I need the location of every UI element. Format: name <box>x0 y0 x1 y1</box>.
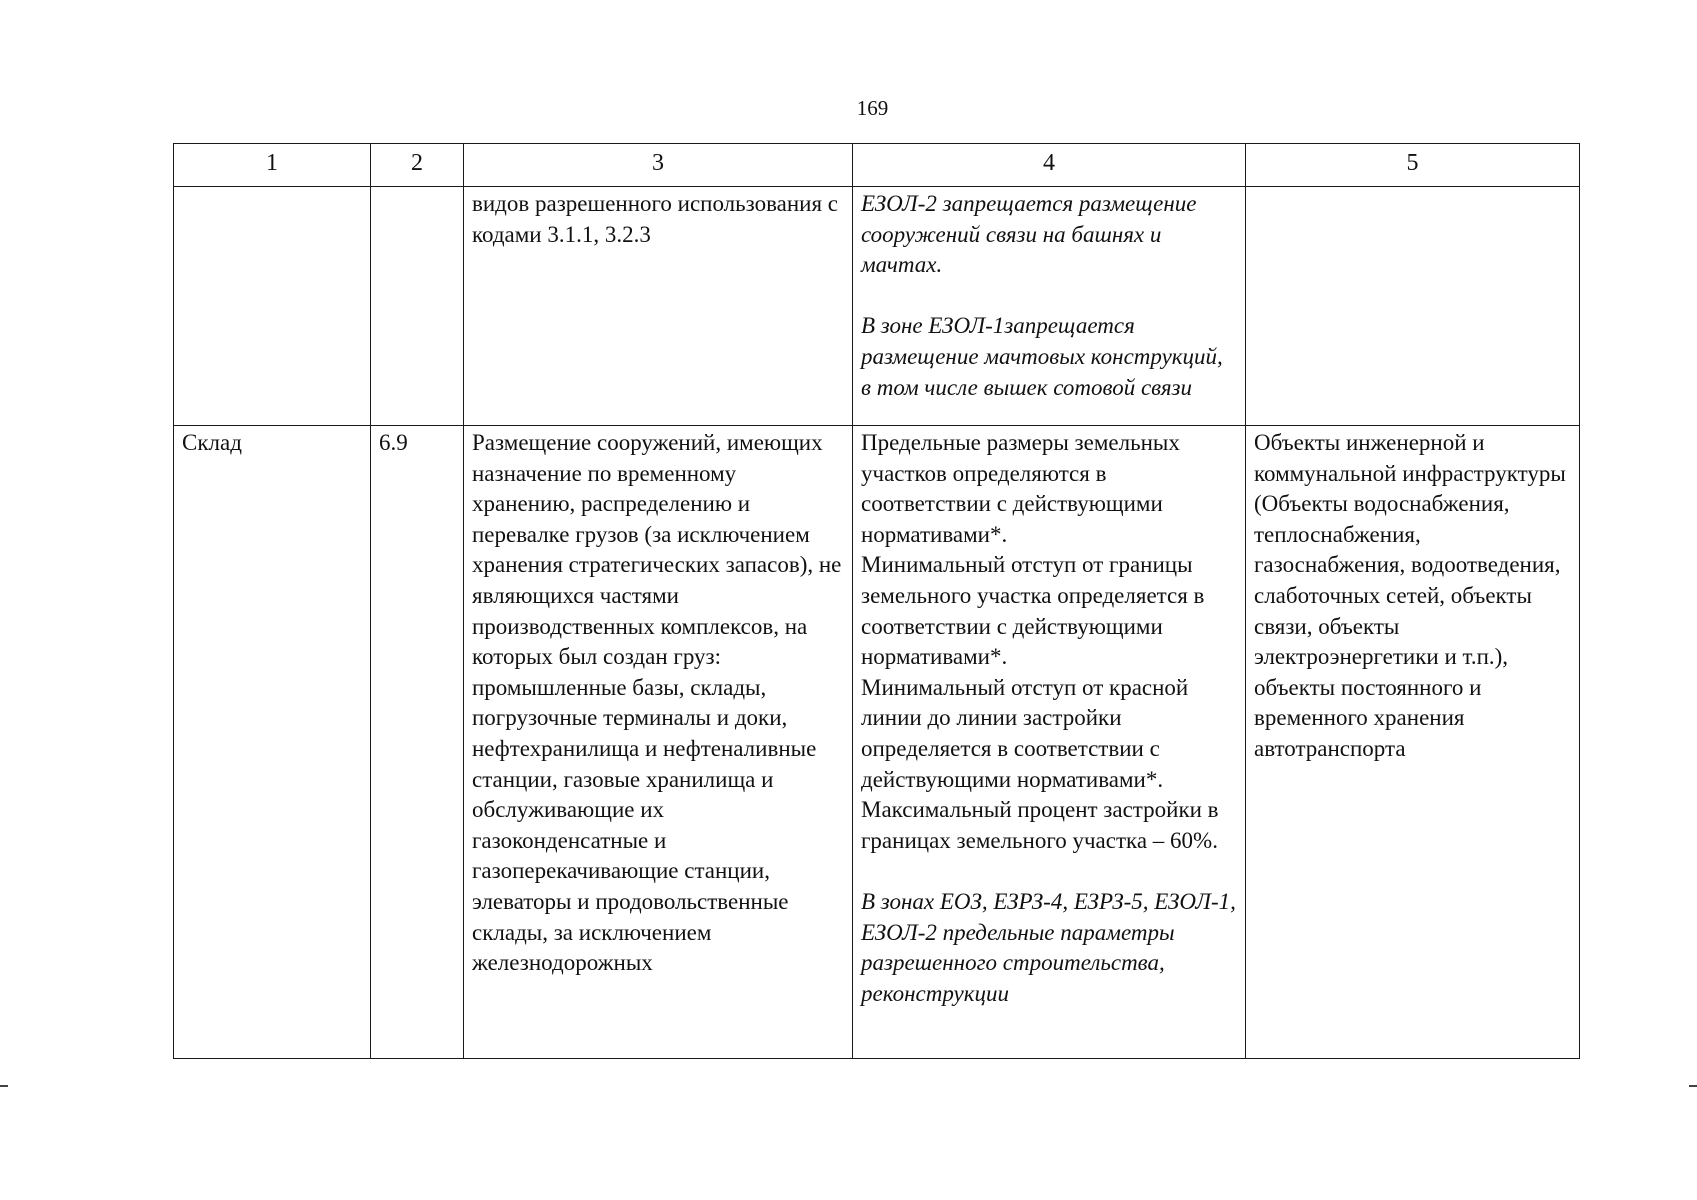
column-header-1: 1 <box>174 144 371 187</box>
page-number: 169 <box>856 96 889 120</box>
cell-use-description: видов разрешенного использования с кодами 3.1.1, 3.2.3 <box>464 187 853 426</box>
regulations-table <box>173 143 1580 1059</box>
cell-auxiliary-uses <box>1246 187 1580 426</box>
cell-use-name <box>174 187 371 426</box>
cell-parameters <box>853 187 1246 426</box>
cell-use-code <box>371 187 464 426</box>
table-header-row <box>174 144 1580 187</box>
column-header-2: 2 <box>371 144 464 187</box>
right-edge-mark <box>1689 1085 1697 1087</box>
cell-use-name: Склад <box>174 426 371 1059</box>
parameters-paragraph: Минимальный отступ от границы земельного участка определяется в соответствии с действующими нормативами*. <box>861 552 1205 670</box>
column-header-5: 5 <box>1246 144 1580 187</box>
table-row-continuation <box>174 187 1580 426</box>
left-edge-mark <box>0 1085 8 1087</box>
column-header-3: 3 <box>464 144 853 187</box>
parameters-paragraph: Максимальный процент застройки в границах земельного участка – 60%. <box>861 797 1219 853</box>
column-header-4: 4 <box>853 144 1246 187</box>
table-row-sklad <box>174 426 1580 1059</box>
cell-parameters <box>853 426 1246 1059</box>
parameters-paragraph: Минимальный отступ от красной линии до линии застройки определяется в соответствии с действующими нормативами*. <box>861 674 1189 792</box>
parameters-paragraph: В зоне ЕЗОЛ-1запрещается размещение мачтовых конструкций, в том числе вышек сотовой связи <box>861 313 1223 400</box>
parameters-paragraph: В зонах ЕОЗ, ЕЗРЗ-4, ЕЗРЗ-5, ЕЗОЛ-1, ЕЗОЛ-2 предельные параметры разрешенного строительства, реконструкции <box>861 888 1236 1006</box>
cell-use-code: 6.9 <box>371 426 464 1059</box>
cell-use-description: Размещение сооружений, имеющих назначение по временному хранению, распределению и перевалке грузов (за исключением хранения стратегических запасов), не являющихся частями производственных комплексов, на которых был создан груз: промышленные базы, склады, погрузочные терминалы и доки, нефтехранилища и нефтеналивные станции, газовые хранилища и обслуживающие их газоконденсатные и газоперекачивающие станции, элеваторы и продовольственные склады, за исключением железнодорожных <box>464 426 853 1059</box>
parameters-paragraph: ЕЗОЛ-2 запрещается размещение сооружений связи на башнях и мачтах. <box>861 191 1197 278</box>
parameters-paragraph: Предельные размеры земельных участков определяются в соответствии с действующими нормативами*. <box>861 430 1180 547</box>
cell-auxiliary-uses: Объекты инженерной и коммунальной инфраструктуры (Объекты водоснабжения, теплоснабжения, газоснабжения, водоотведения, слаботочных сетей, объекты связи, объекты электроэнергетики и т.п.), объекты постоянного и временного хранения автотранспорта <box>1246 426 1580 1059</box>
